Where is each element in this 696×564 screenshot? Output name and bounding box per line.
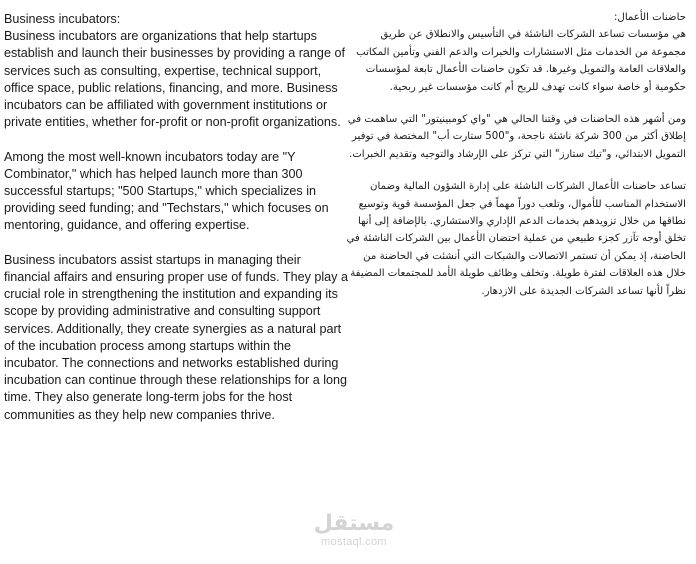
english-column bbox=[4, 11, 348, 441]
english-paragraph-1-text: Business incubators are organizations that help startups establish and launch their businesses by providing a range of services such as consulting, expertise, technical support, office space, public relations, financing, and more. Business incubators can be affiliated with government institutions or private entities, whether for-profit or non-profit organizations. bbox=[4, 29, 345, 130]
english-paragraph-2: Among the most well-known incubators today are "Y Combinator," which has helped launch more than 300 successful startups; "500 Startups," which specializes in providing seed funding; and "Techstars," which focuses on mentoring, guidance, and offering expertise. bbox=[4, 149, 329, 233]
watermark-logo: مستقل bbox=[313, 511, 395, 536]
arabic-paragraph-1-text: هي مؤسسات تساعد الشركات الناشئة في التأسيس والانطلاق عن طريق مجموعة من الخدمات مثل الاستشارات والخبرات والدعم الفني وتأمين المكاتب والعلاقات العامة والتمويل وغيرها. قد تكون حاضنات الأعمال تابعة لمؤسسات حكومية أو خاصة سواء كانت تهدف للربح أم كانت مؤسسات غير ربحية. bbox=[356, 29, 686, 93]
english-title: Business incubators: bbox=[4, 12, 121, 26]
english-paragraph-1 bbox=[4, 11, 348, 131]
watermark-domain: mostaql.com bbox=[321, 536, 387, 548]
arabic-paragraph-2: ومن أشهر هذه الحاضنات في وقتنا الحالي هي "واي كومبينيتور" التي ساهمت في إطلاق أكثر من 300 شركة ناشئة ناجحة، و"500 ستارت أب" المختصة في توفير التمويل الابتدائي، و"تيك ستارز" التي تركز على الإرشاد والتوجيه وتقديم الخبرات. bbox=[347, 114, 686, 160]
arabic-paragraph-1 bbox=[346, 9, 686, 96]
arabic-paragraph-3: تساعد حاضنات الأعمال الشركات الناشئة على إدارة الشؤون المالية وضمان الاستخدام المناسب للأموال، وتلعب دوراً مهماً في جعل المؤسسة قوية وتوسيع نطاقها من خلال تزويدهم بخدمات الدعم الإداري والاستشاري. بالإضافة إلى أنها تخلق أوجه تآزر كجزء طبيعي من عملية احتضان الأعمال بين الشركات الناشئة في الحاضنة، إذ يمكن أن تستمر الاتصالات والشبكات التي أنشئت في الحاضنة من خلال هذه العلاقات لفترة طويلة. وتخلف وظائف طويلة الأمد للمجتمعات المضيفة نظراً لأنها تساعد الشركات الجديدة على الازدهار. bbox=[346, 181, 686, 297]
english-paragraph-3: Business incubators assist startups in managing their financial affairs and ensuring proper use of funds. They play a crucial role in strengthening the institution and expanding its scope by providing administrative and consulting support services. Additionally, they create synergies as a natural part of the incubation process among startups within the incubator. The connections and networks established during incubation can continue through these relationships for a long time. They also generate long-term jobs for the host communities as they help new companies thrive. bbox=[4, 252, 348, 422]
arabic-title: حاضنات الأعمال: bbox=[613, 12, 686, 23]
arabic-column bbox=[346, 9, 686, 315]
mostaql-watermark bbox=[308, 511, 400, 548]
